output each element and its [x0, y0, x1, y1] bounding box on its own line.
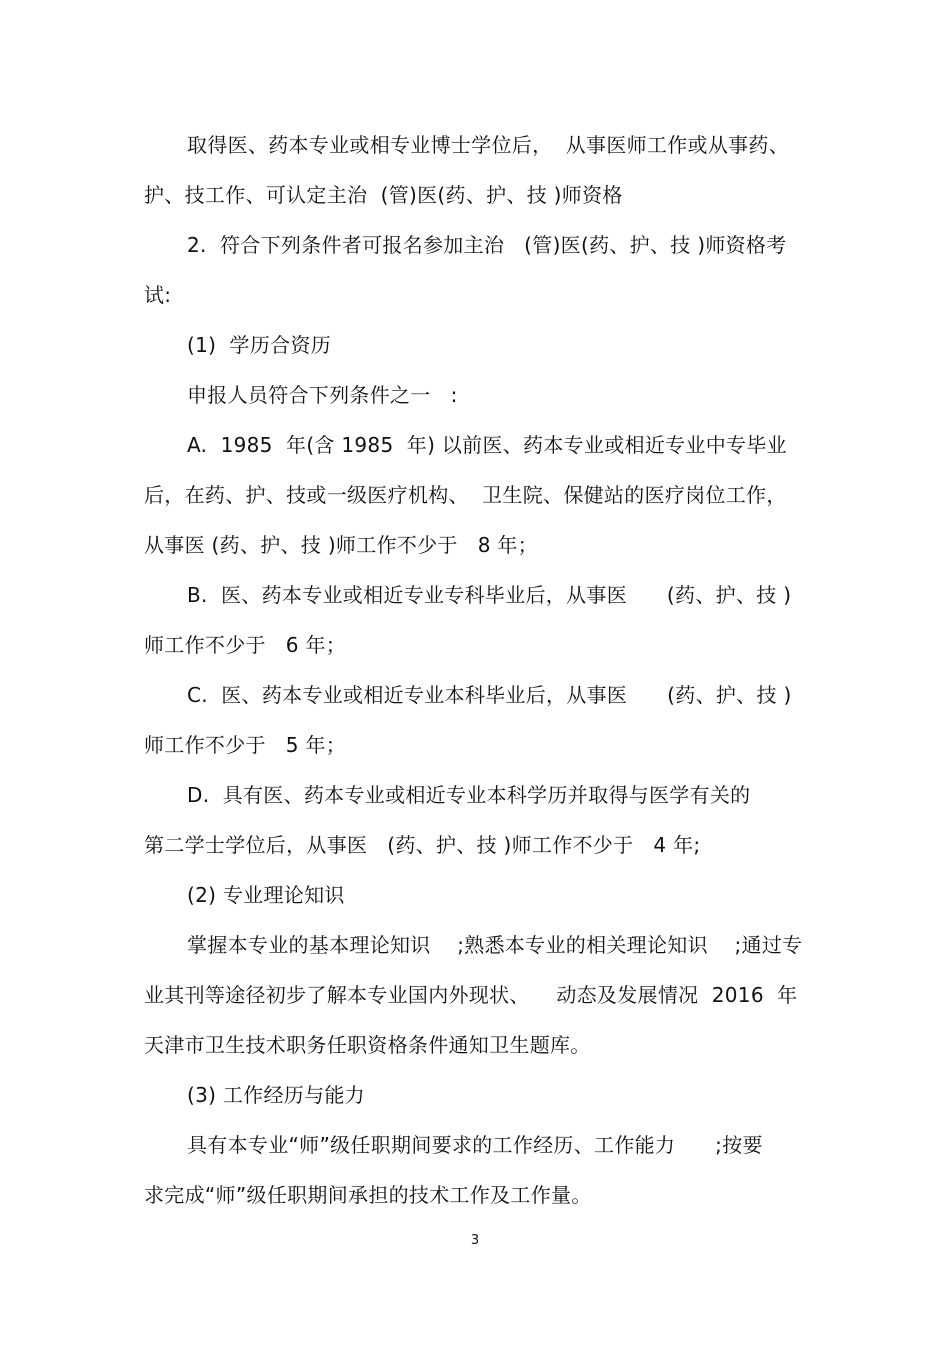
subheading-qualification: (1) 学历合资历: [187, 333, 332, 357]
condition-b-line-1: B. 医、药本专业或相近专业专科毕业后，从事医 (药、护、技 ): [187, 583, 792, 607]
condition-a-line-1: A. 1985 年(含 1985 年) 以前医、药本专业或相近专业中专毕业: [187, 433, 787, 457]
theory-line-1: 掌握本专业的基本理论知识 ;熟悉本专业的相关理论知识 ;通过专: [187, 933, 803, 957]
experience-line-2: 求完成“师”级任职期间承担的技术工作及工作量。: [144, 1183, 592, 1207]
page-number: 3: [470, 1233, 480, 1248]
theory-line-2: 业其刊等途径初步了解本专业国内外现状、 动态及发展情况 2016 年: [144, 983, 798, 1007]
condition-a-line-3: 从事医 (药、护、技 )师工作不少于 8 年；: [144, 533, 538, 557]
paragraph-2-line-2: 试:: [144, 283, 172, 307]
condition-d-line-1: D. 具有医、药本专业或相近专业本科学历并取得与医学有关的: [187, 783, 751, 807]
condition-d-line-2: 第二学士学位后，从事医 (药、护、技 )师工作不少于 4 年;: [144, 833, 701, 857]
experience-line-1: 具有本专业“师”级任职期间要求的工作经历、工作能力 ;按要: [187, 1133, 763, 1157]
subheading-experience: (3) 工作经历与能力: [187, 1083, 365, 1107]
theory-line-3: 天津市卫生技术职务任职资格条件通知卫生题库。: [144, 1033, 591, 1057]
paragraph-4-line-1: 申报人员符合下列条件之一 :: [187, 383, 458, 407]
condition-c-line-1: C. 医、药本专业或相近专业本科毕业后，从事医 (药、护、技 ): [187, 683, 792, 707]
condition-b-line-2: 师工作不少于 6 年；: [144, 633, 347, 657]
condition-a-line-2: 后，在药、护、技或一级医疗机构、 卫生院、保健站的医疗岗位工作，: [144, 483, 787, 507]
paragraph-1-line-1: 取得医、药本专业或相专业博士学位后， 从事医师工作或从事药、: [187, 133, 790, 157]
condition-c-line-2: 师工作不少于 5 年；: [144, 733, 347, 757]
paragraph-2-line-1: 2. 符合下列条件者可报名参加主治 (管)医(药、护、技 )师资格考: [187, 233, 787, 257]
paragraph-1-line-2: 护、技工作、可认定主治 (管)医(药、护、技 )师资格: [144, 183, 623, 207]
subheading-theory: (2) 专业理论知识: [187, 883, 345, 907]
